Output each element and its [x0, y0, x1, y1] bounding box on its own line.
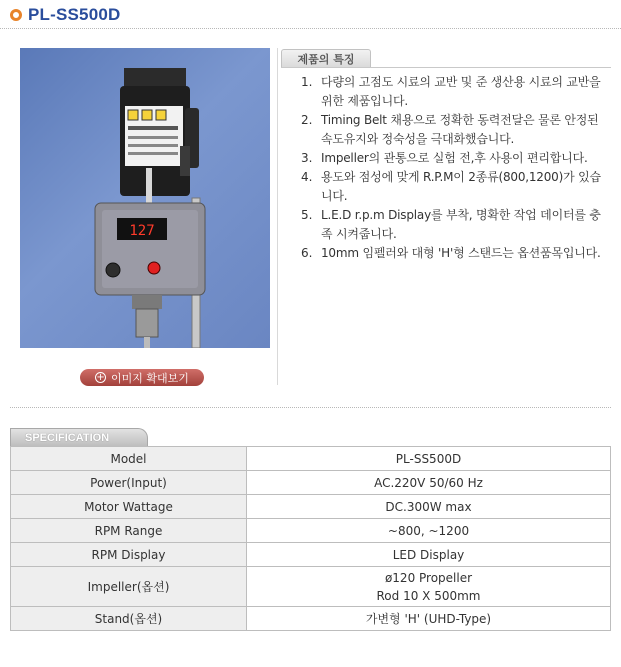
feature-item: 6. 10mm 임펠러와 대형 'H'형 스탠드는 옵션품목입니다. [301, 246, 601, 260]
spec-value-line: Rod 10 X 500mm [376, 588, 481, 603]
spec-label: RPM Display [11, 543, 247, 567]
table-row [11, 447, 611, 471]
spec-value: AC.220V 50/60 Hz [247, 471, 611, 495]
spec-label: Impeller(옵션) [11, 567, 247, 607]
specification-tab-label: SPECIFICATION [25, 432, 110, 444]
title-divider [0, 28, 621, 29]
table-row [11, 471, 611, 495]
features-tab [281, 49, 371, 68]
page-title: PL-SS500D [28, 5, 121, 24]
table-row [11, 543, 611, 567]
spec-label: RPM Range [11, 519, 247, 543]
vertical-divider [277, 48, 278, 385]
spec-value: DC.300W max [247, 495, 611, 519]
specification-tab [10, 428, 148, 447]
plus-icon: + [96, 372, 105, 383]
feature-item: 2. Timing Belt 채용으로 정확한 동력전달은 물론 안정된 속도유지와 정숙성을 극대화했습니다. [301, 113, 599, 146]
spec-value: 가변형 'H' (UHD-Type) [247, 607, 611, 631]
features-tab-label: 제품의 특징 [297, 53, 355, 66]
spec-value [247, 567, 611, 607]
page-header [10, 5, 121, 25]
stirrer-illustration [20, 48, 270, 348]
table-row [11, 495, 611, 519]
zoom-image-button[interactable] [80, 369, 204, 386]
features-list [301, 73, 606, 263]
feature-item: 3. Impeller의 관통으로 실험 전,후 사용이 편리합니다. [301, 151, 588, 165]
feature-item: 5. L.E.D r.p.m Display를 부착, 명확한 작업 데이터를 충족 시켜줍니다. [301, 208, 601, 241]
feature-item: 1. 다량의 고점도 시료의 교반 및 준 생산용 시료의 교반을 위한 제품입니다. [301, 75, 601, 108]
spec-value: PL-SS500D [247, 447, 611, 471]
spec-value-line: ø120 Propeller [384, 570, 473, 585]
table-row [11, 519, 611, 543]
rpm-display-readout: 127 [129, 223, 155, 239]
title-bullet-icon [10, 9, 22, 21]
spec-label: Stand(옵션) [11, 607, 247, 631]
specification-table [10, 446, 611, 631]
spec-label: Model [11, 447, 247, 471]
table-row [11, 607, 611, 631]
spec-label: Motor Wattage [11, 495, 247, 519]
product-image[interactable] [20, 48, 270, 348]
spec-value: ~800, ~1200 [247, 519, 611, 543]
spec-label: Power(Input) [11, 471, 247, 495]
features-underline [281, 67, 611, 68]
section-divider [10, 407, 611, 408]
zoom-image-label: 이미지 확대보기 [111, 371, 189, 385]
spec-value: LED Display [247, 543, 611, 567]
feature-item: 4. 용도와 점성에 맞게 R.P.M이 2종류(800,1200)가 있습니다. [301, 170, 601, 203]
table-row [11, 567, 611, 607]
